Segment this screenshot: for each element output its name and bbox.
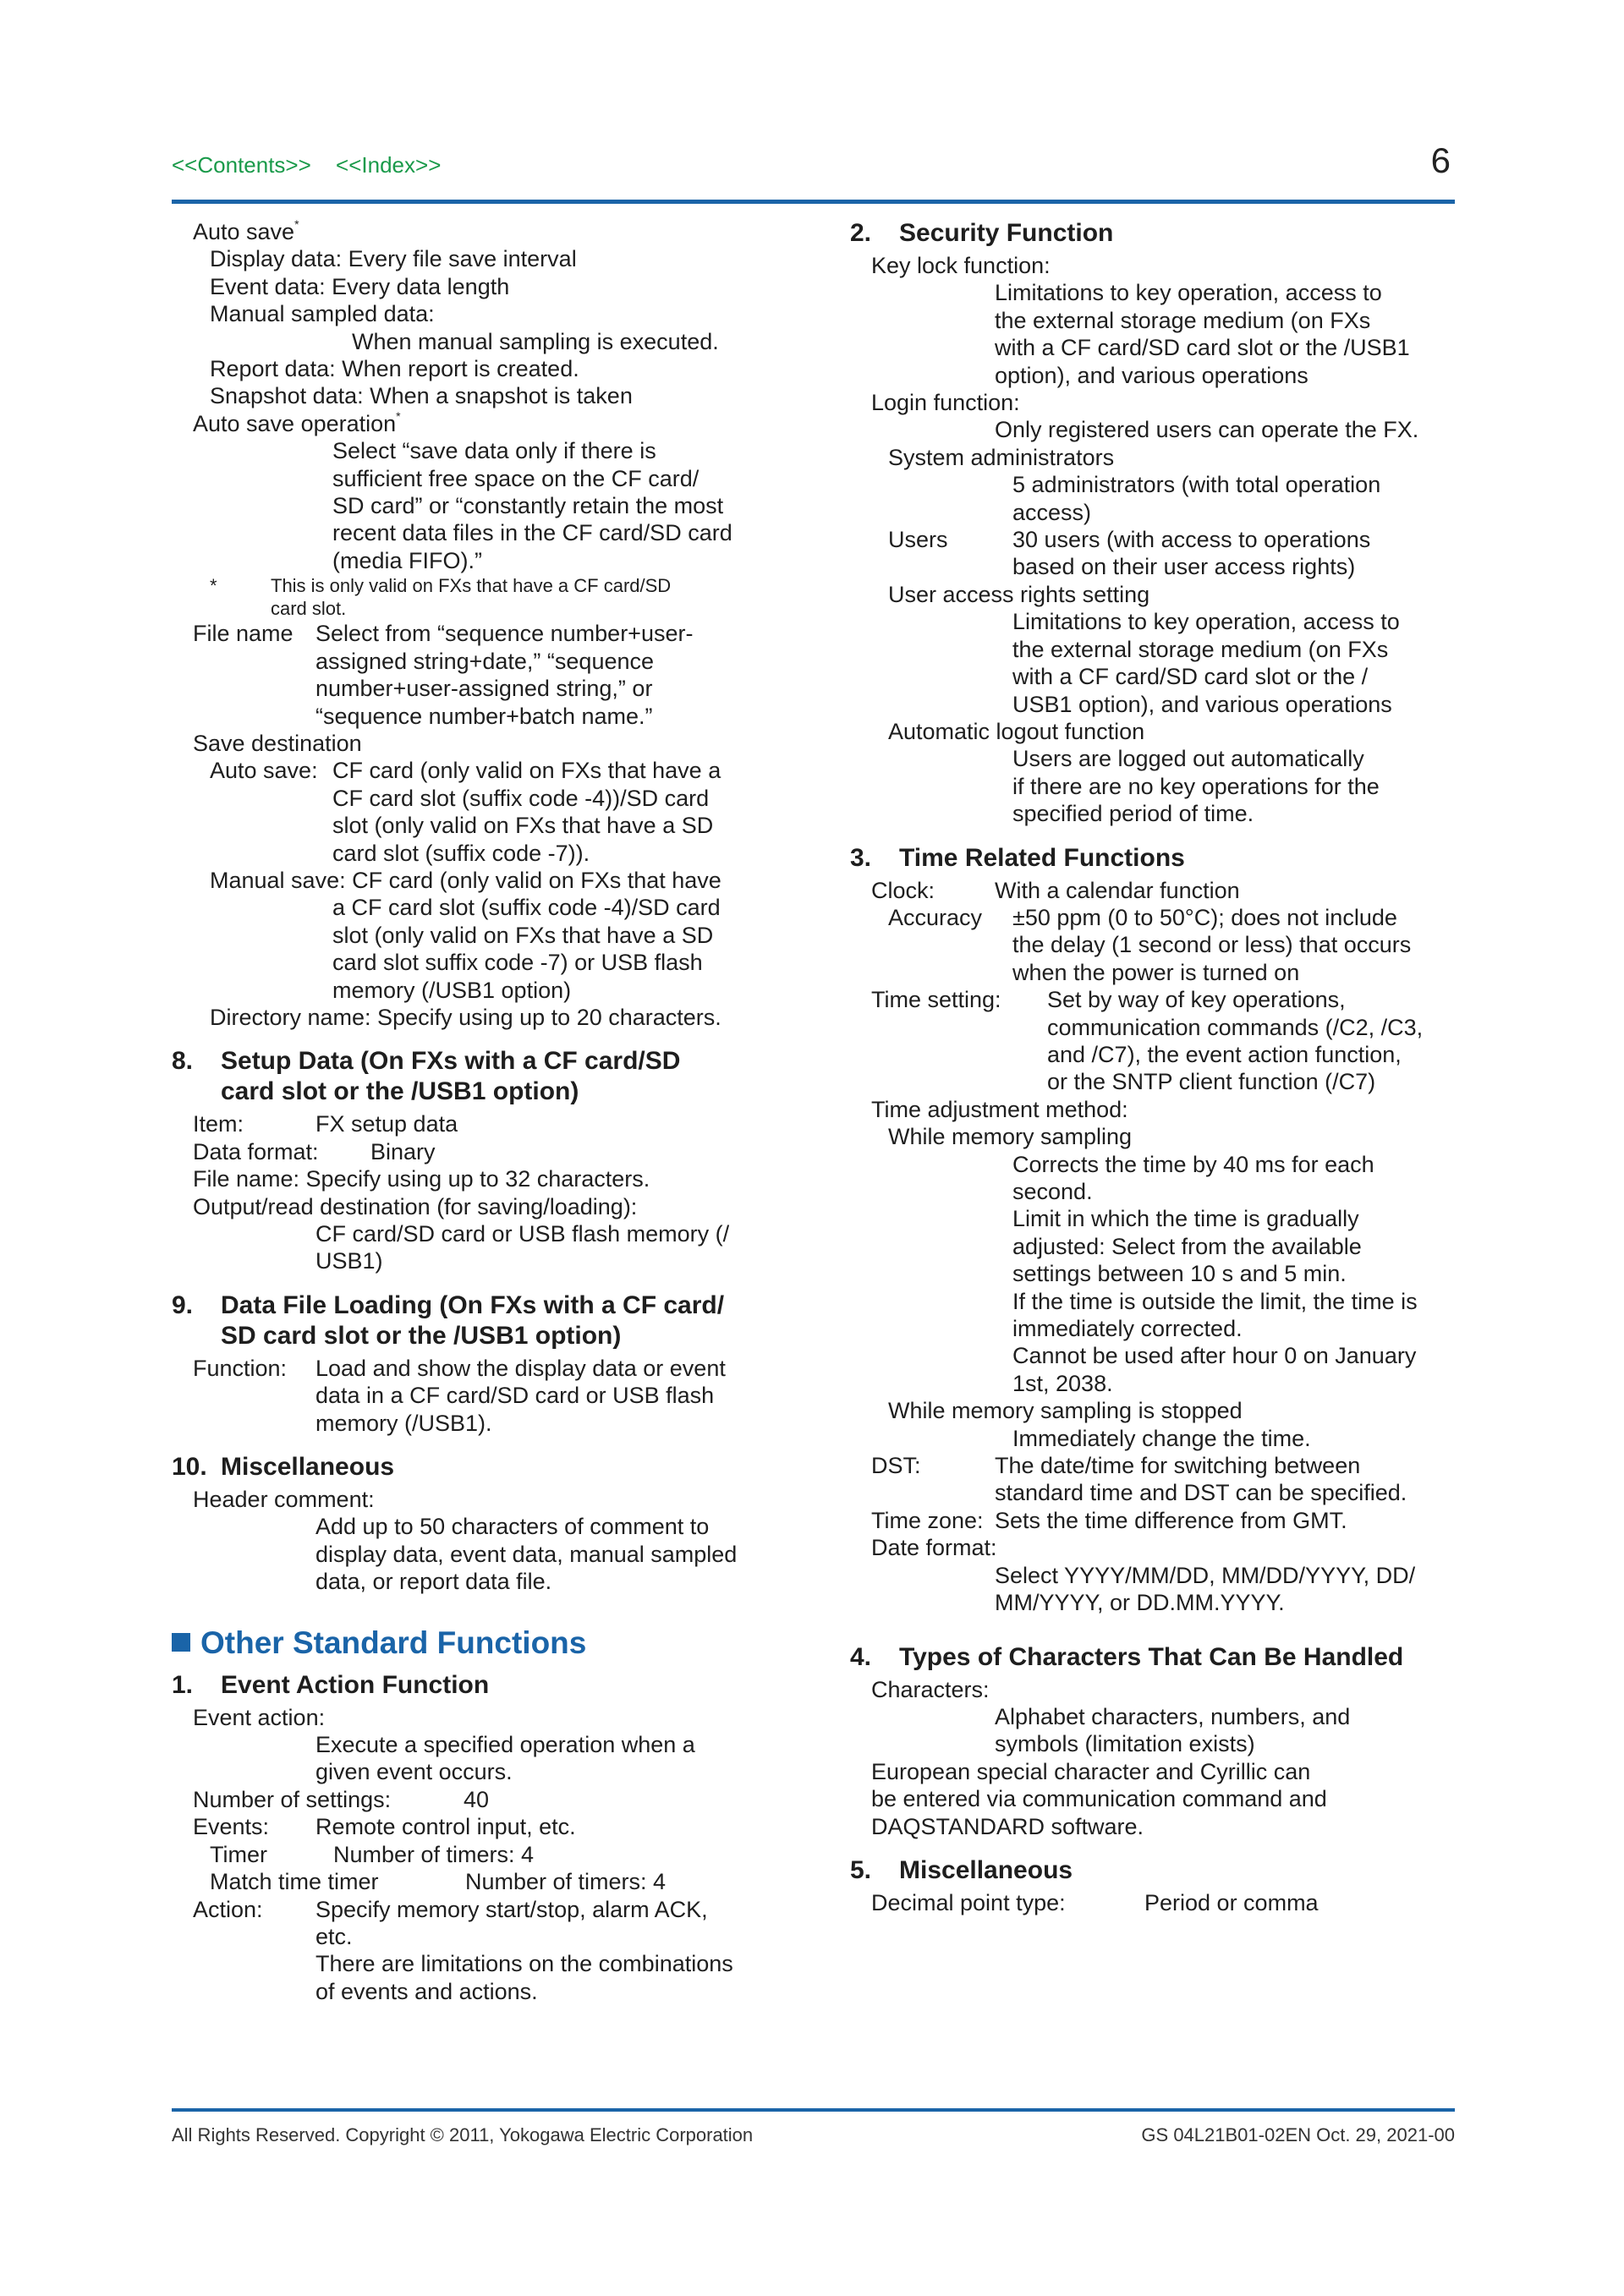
login-label: Login function: — [871, 390, 1020, 416]
time-setting-row: Time setting: Set by way of key operations, communication commands (/C2, /C3, and /C7), the event action function, or the SNTP client function (/C7) — [871, 987, 1424, 1095]
section-10-heading: 10. Miscellaneous — [172, 1453, 395, 1482]
clock-row: Clock: With a calendar function — [871, 877, 1240, 903]
event-action-heading: 1. Event Action Function — [172, 1670, 490, 1699]
while-sampling-label: While memory sampling — [888, 1124, 1133, 1150]
save-destination: Save destination — [193, 730, 362, 756]
while-stopped-label: While memory sampling is stopped — [888, 1398, 1243, 1424]
s8-data-format: Data format: Binary — [193, 1138, 436, 1164]
section-9-heading: 9. Data File Loading (On FXs with a CF card/ SD card slot or the /USB1 option) — [172, 1290, 725, 1350]
time-zone-row: Time zone: Sets the time difference from GMT. — [871, 1507, 1347, 1533]
login-desc: Only registered users can operate the FX. — [995, 417, 1419, 443]
right-column — [850, 218, 1459, 1916]
date-format-desc: Select YYYY/MM/DD, MM/DD/YYYY, DD/ MM/YYYY, or DD.MM.YYYY. — [995, 1562, 1416, 1616]
manual-sampled-data: Manual sampled data: — [210, 301, 435, 327]
s10-header-desc: Add up to 50 characters of comment to display data, event data, manual sampled data, or report data file. — [315, 1514, 738, 1595]
index-link[interactable]: <<Index>> — [336, 152, 442, 178]
auto-save-dest: Auto save: CF card (only valid on FXs that have a CF card slot (suffix code -4))/SD card slot (only valid on FXs that have a SD card slot (suffix code -7)). — [210, 758, 721, 866]
dst-row: DST: The date/time for switching between standard time and DST can be specified. — [871, 1453, 1407, 1506]
while-sampling-desc: Corrects the time by 40 ms for each second. Limit in which the time is gradually adjusted: Select from the available settings between 10 s and 5 min. If the time is outside the limit, the time is immediately corrected. Cannot be used after hour 0 on January 1st, 2038. — [1012, 1151, 1418, 1396]
document-id: GS 04L21B01-02EN Oct. 29, 2021-00 — [1141, 2124, 1455, 2145]
report-data: Report data: When report is created. — [210, 356, 579, 382]
key-lock-label: Key lock function: — [871, 253, 1051, 278]
section-4-heading: 4. Types of Characters That Can Be Handled — [850, 1642, 1404, 1671]
left-column — [172, 218, 798, 2005]
snapshot-data: Snapshot data: When a snapshot is taken — [210, 383, 633, 409]
user-access-label: User access rights setting — [888, 581, 1150, 607]
events-row: Events: Remote control input, etc. — [193, 1814, 576, 1840]
section-8-heading: 8. Setup Data (On FXs with a CF card/SD card slot or the /USB1 option) — [172, 1047, 681, 1106]
display-data: Display data: Every file save interval — [210, 246, 577, 272]
footnote: * This is only valid on FXs that have a CF card/SD card slot. — [210, 575, 672, 620]
users-row: Users 30 users (with access to operations based on their user access rights) — [888, 527, 1371, 580]
match-timer-row: Match time timer Number of timers: 4 — [210, 1869, 667, 1895]
directory-name: Directory name: Specify using up to 20 characters. — [210, 1004, 721, 1030]
s8-output: Output/read destination (for saving/loading): — [193, 1193, 638, 1219]
auto-logout-desc: Users are logged out automatically if there are no key operations for the specified period of time. — [1012, 746, 1380, 827]
s8-output-desc: CF card/SD card or USB flash memory (/ USB1) — [315, 1221, 730, 1274]
copyright: All Rights Reserved. Copyright © 2011, Yokogawa Electric Corporation — [172, 2124, 754, 2145]
auto-logout-label: Automatic logout function — [888, 718, 1145, 744]
time-adjustment-label: Time adjustment method: — [871, 1096, 1128, 1122]
s8-item: Item: FX setup data — [193, 1111, 458, 1137]
other-standard-functions-heading: Other Standard Functions — [172, 1625, 798, 1662]
system-admins-desc: 5 administrators (with total operation access) — [1012, 472, 1381, 525]
s10-header-comment: Header comment: — [193, 1487, 375, 1513]
section-3-heading: 3. Time Related Functions — [850, 843, 1185, 872]
s8-file-name: File name: Specify using up to 32 characters. — [193, 1166, 650, 1192]
while-stopped-desc: Immediately change the time. — [1012, 1425, 1311, 1451]
s9-function: Function: Load and show the display data or event data in a CF card/SD card or USB flash memory (/USB1). — [193, 1355, 726, 1436]
system-admins-label: System administrators — [888, 444, 1115, 470]
section-5-heading: 5. Miscellaneous — [850, 1855, 1073, 1884]
square-bullet-icon — [172, 1633, 190, 1652]
page-number: 6 — [1430, 140, 1451, 180]
file-name-row: File name Select from “sequence number+user- assigned string+date,” “sequence number+user-assigned string,” or “sequence number+batch name.” — [193, 621, 694, 729]
action-row: Action: Specify memory start/stop, alarm ACK, etc. There are limitations on the combinations of events and actions. — [193, 1896, 733, 2004]
manual-sampled-when: When manual sampling is executed. — [352, 328, 719, 354]
event-data: Event data: Every data length — [210, 273, 510, 299]
section-2-heading: 2. Security Function — [850, 219, 1114, 247]
timer-row: Timer Number of timers: 4 — [210, 1841, 535, 1867]
accuracy-row: Accuracy ±50 ppm (0 to 50°C); does not include the delay (1 second or less) that occurs when the power is turned on — [888, 904, 1412, 985]
characters-desc: Alphabet characters, numbers, and symbols (limitation exists) — [995, 1703, 1351, 1757]
key-lock-desc: Limitations to key operation, access to the external storage medium (on FXs with a CF card/SD card slot or the /USB1 option), and various operations — [995, 280, 1410, 388]
user-access-desc: Limitations to key operation, access to the external storage medium (on FXs with a CF card/SD card slot or the / USB1 option), and various operations — [1012, 609, 1400, 717]
event-action-desc: Execute a specified operation when a given event occurs. — [315, 1732, 695, 1785]
decimal-point-row: Decimal point type: Period or comma — [871, 1889, 1319, 1915]
auto-save-operation: Auto save operation* — [193, 408, 401, 436]
number-of-settings: Number of settings: 40 — [193, 1786, 490, 1812]
header-links — [172, 152, 459, 178]
european-chars: European special character and Cyrillic can be entered via communication command and DAQSTANDARD software. — [871, 1758, 1327, 1839]
characters-label: Characters: — [871, 1676, 990, 1702]
contents-link[interactable]: <<Contents>> — [172, 152, 311, 178]
auto-save-operation-desc: Select “save data only if there is sufficient free space on the CF card/ SD card” or “constantly retain the most recent data files in the CF card/SD card (media FIFO).” — [332, 438, 732, 573]
header-rule — [172, 200, 1455, 204]
footer-rule — [172, 2108, 1455, 2112]
manual-save-dest: Manual save: CF card (only valid on FXs that have a CF card slot (suffix code -4)/SD card slot (only valid on FXs that have a SD card slot suffix code -7) or USB flash memory (/USB1 option) — [210, 867, 721, 1003]
event-action-label: Event action: — [193, 1704, 326, 1730]
date-format-label: Date format: — [871, 1535, 997, 1561]
auto-save-label: Auto save* — [193, 217, 299, 244]
